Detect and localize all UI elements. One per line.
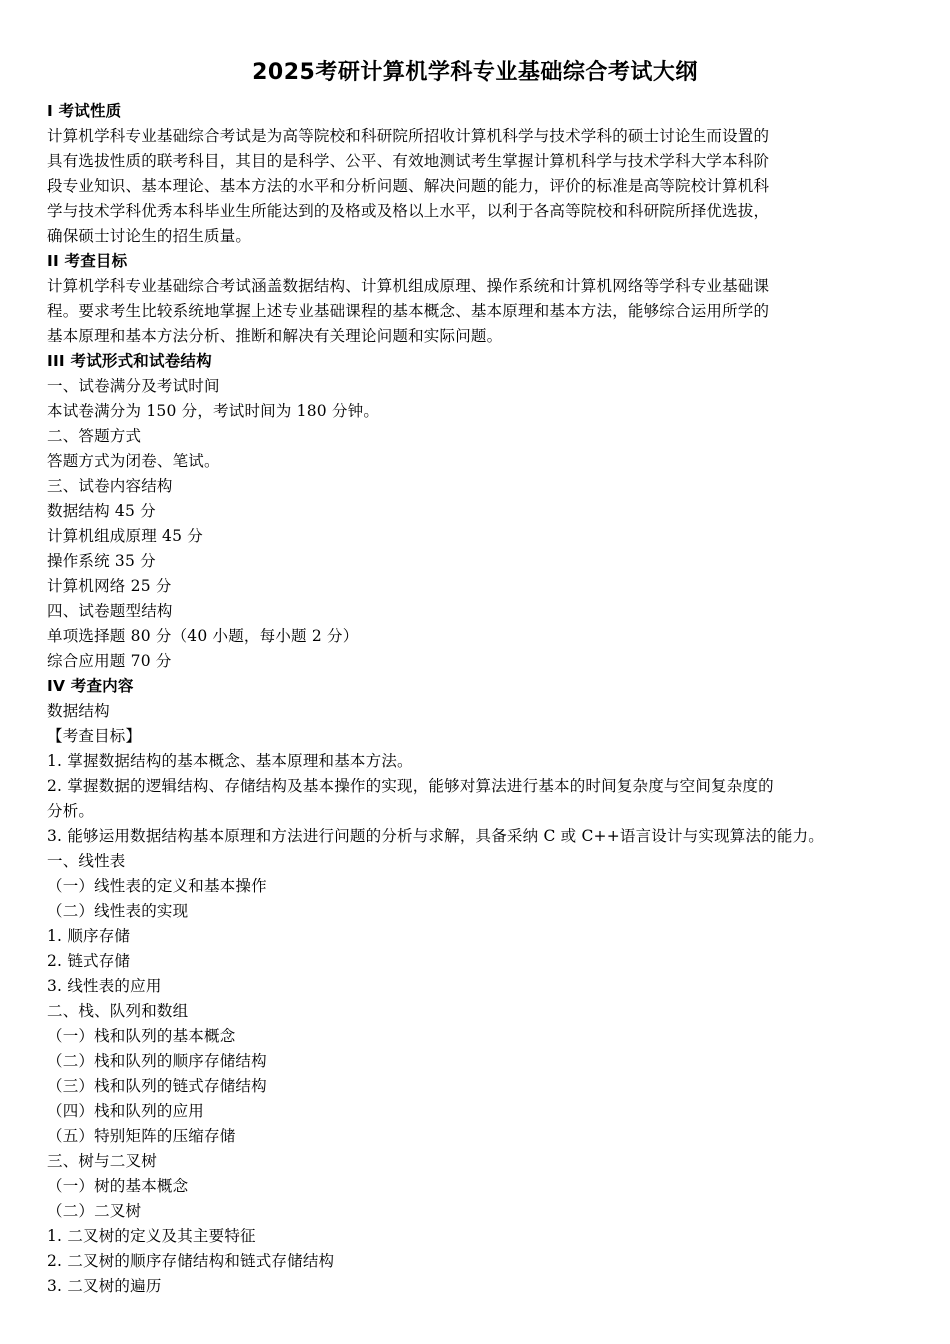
section-heading: I 考试性质 [47,102,122,120]
text-line: 基本原理和基本方法分析、推断和解决有关理论问题和实际问题。 [47,327,503,345]
text-line: 计算机学科专业基础综合考试涵盖数据结构、计算机组成原理、操作系统和计算机网络等学科专业基础课 [47,277,770,295]
text-line: 3. 线性表的应用 [47,977,162,995]
text-line: 四、试卷题型结构 [47,602,173,620]
text-line: 具有选拔性质的联考科目，其目的是科学、公平、有效地测试考生掌握计算机科学与技术学科大学本科阶 [47,152,770,170]
text-line: 3. 二叉树的遍历 [47,1277,162,1295]
text-line: （一）线性表的定义和基本操作 [47,877,267,895]
text-line: （一）栈和队列的基本概念 [47,1027,236,1045]
text-line: 三、试卷内容结构 [47,477,173,495]
text-line: 本试卷满分为 150 分，考试时间为 180 分钟。 [47,402,380,420]
text-line: （一）树的基本概念 [47,1177,189,1195]
section-heading: II 考查目标 [47,252,128,270]
document-body [47,99,917,1299]
text-line: （二）二叉树 [47,1202,142,1220]
text-line: 二、答题方式 [47,427,142,445]
text-line: 三、树与二叉树 [47,1152,157,1170]
text-line: 一、线性表 [47,852,126,870]
text-line: 计算机学科专业基础综合考试是为高等院校和科研院所招收计算机科学与技术学科的硕士讨论生而设置的 [47,127,770,145]
text-line: 计算机网络 25 分 [47,577,172,595]
text-line: （二）栈和队列的顺序存储结构 [47,1052,267,1070]
text-line: 确保硕士讨论生的招生质量。 [47,227,252,245]
text-line: 学与技术学科优秀本科毕业生所能达到的及格或及格以上水平，以利于各高等院校和科研院所择优选拔， [47,202,770,220]
text-line: （五）特别矩阵的压缩存储 [47,1127,236,1145]
document-title: 2025考研计算机学科专业基础综合考试大纲 [252,60,698,85]
text-line: 一、试卷满分及考试时间 [47,377,220,395]
text-line: 【考查目标】 [47,727,142,745]
text-line: 段专业知识、基本理论、基本方法的水平和分析问题、解决问题的能力，评价的标准是高等院校计算机科 [47,177,770,195]
text-line: 分析。 [47,802,95,820]
text-line: 2. 二叉树的顺序存储结构和链式存储结构 [47,1252,335,1270]
text-line: 二、栈、队列和数组 [47,1002,189,1020]
section-heading: III 考试形式和试卷结构 [47,352,212,370]
text-line: （三）栈和队列的链式存储结构 [47,1077,267,1095]
text-line: 1. 二叉树的定义及其主要特征 [47,1227,256,1245]
text-line: （二）线性表的实现 [47,902,189,920]
text-line: 操作系统 35 分 [47,552,156,570]
text-line: 单项选择题 80 分（40 小题，每小题 2 分） [47,627,359,645]
text-line: 综合应用题 70 分 [47,652,172,670]
text-line: 2. 链式存储 [47,952,131,970]
text-line: 数据结构 [47,702,110,720]
text-line: 2. 掌握数据的逻辑结构、存储结构及基本操作的实现，能够对算法进行基本的时间复杂度与空间复杂度的 [47,777,774,795]
text-line: 数据结构 45 分 [47,502,156,520]
text-line: 1. 顺序存储 [47,927,131,945]
text-line: （四）栈和队列的应用 [47,1102,205,1120]
text-line: 3. 能够运用数据结构基本原理和方法进行问题的分析与求解，具备采纳 C 或 C++语言设计与实现算法的能力。 [47,827,824,845]
text-line: 答题方式为闭卷、笔试。 [47,452,220,470]
text-line: 1. 掌握数据结构的基本概念、基本原理和基本方法。 [47,752,413,770]
section-heading: IV 考查内容 [47,677,134,695]
text-line: 计算机组成原理 45 分 [47,527,203,545]
text-line: 程。要求考生比较系统地掌握上述专业基础课程的基本概念、基本原理和基本方法，能够综合运用所学的 [47,302,770,320]
